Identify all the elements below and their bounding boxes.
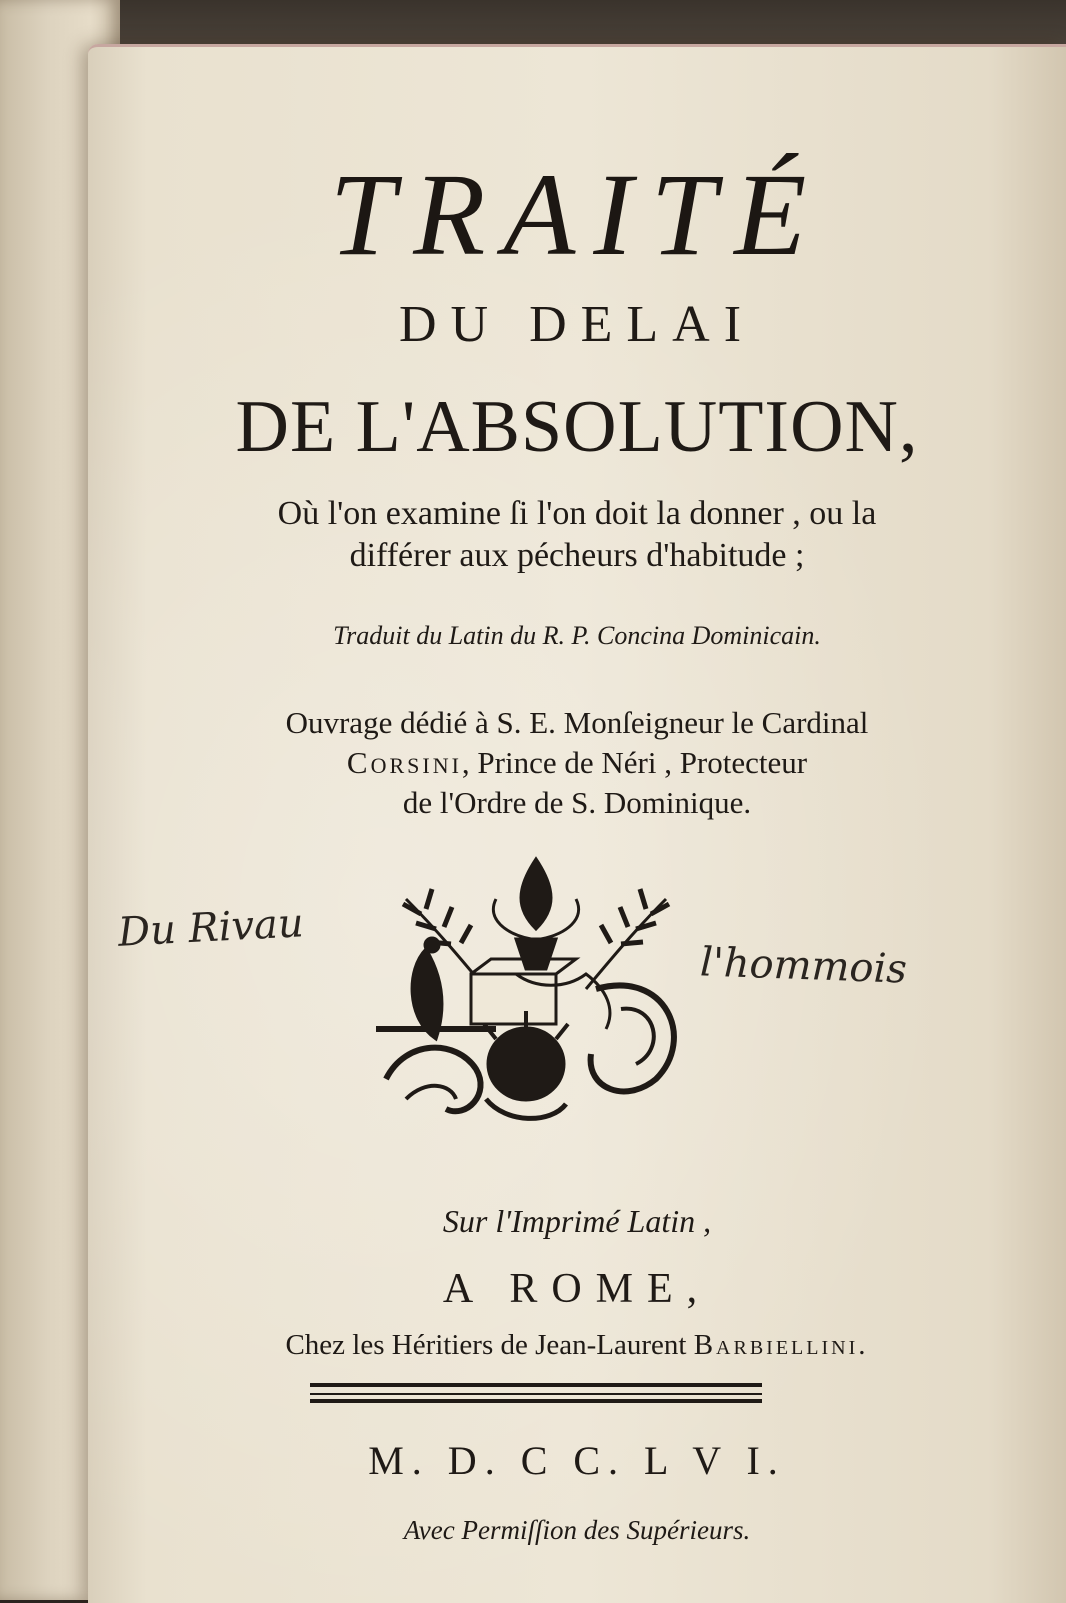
dedication-line-2-rest: , Prince de Néri , Protecteur bbox=[461, 745, 808, 780]
woodcut-ornament-icon bbox=[366, 839, 706, 1139]
decorative-rule bbox=[310, 1383, 762, 1387]
imprint-line: Sur l'Imprimé Latin , bbox=[442, 1203, 712, 1239]
publisher-line bbox=[88, 1329, 1066, 1362]
dedication-line-1: Ouvrage dédié à S. E. Monſeigneur le Cardinal bbox=[285, 705, 869, 740]
subtitle-line-2: DE L'ABSOLUTION, bbox=[235, 386, 919, 468]
description-line-1: Où l'on examine ſi l'on doit la donner , ou la bbox=[277, 495, 877, 532]
subtitle-line-1: DU DELAI bbox=[398, 296, 756, 353]
book-title: TRAITÉ bbox=[329, 149, 825, 280]
decorative-rule bbox=[310, 1399, 762, 1403]
dedication-line-2 bbox=[88, 745, 1066, 781]
publisher-name: Barbiellini. bbox=[693, 1329, 869, 1361]
handwritten-signature-left: Du Rivau bbox=[116, 900, 305, 956]
decorative-rule bbox=[310, 1393, 762, 1395]
translator-line: Traduit du Latin du R. P. Concina Dominicain. bbox=[333, 621, 821, 650]
publication-place: A ROME, bbox=[442, 1266, 712, 1312]
description-line-2: différer aux pécheurs d'habitude ; bbox=[349, 537, 805, 574]
dedication-line-3: de l'Ordre de S. Dominique. bbox=[402, 785, 752, 820]
handwritten-signature-right: l'hommois bbox=[699, 939, 908, 993]
publication-year: M. D. C C. L V I. bbox=[368, 1438, 786, 1483]
permission-line: Avec Permiſſion des Supérieurs. bbox=[403, 1515, 751, 1545]
title-page bbox=[88, 44, 1066, 1603]
dedicatee-name: Corsini bbox=[346, 745, 462, 780]
publisher-prefix: Chez les Héritiers de Jean-Laurent bbox=[285, 1329, 694, 1361]
